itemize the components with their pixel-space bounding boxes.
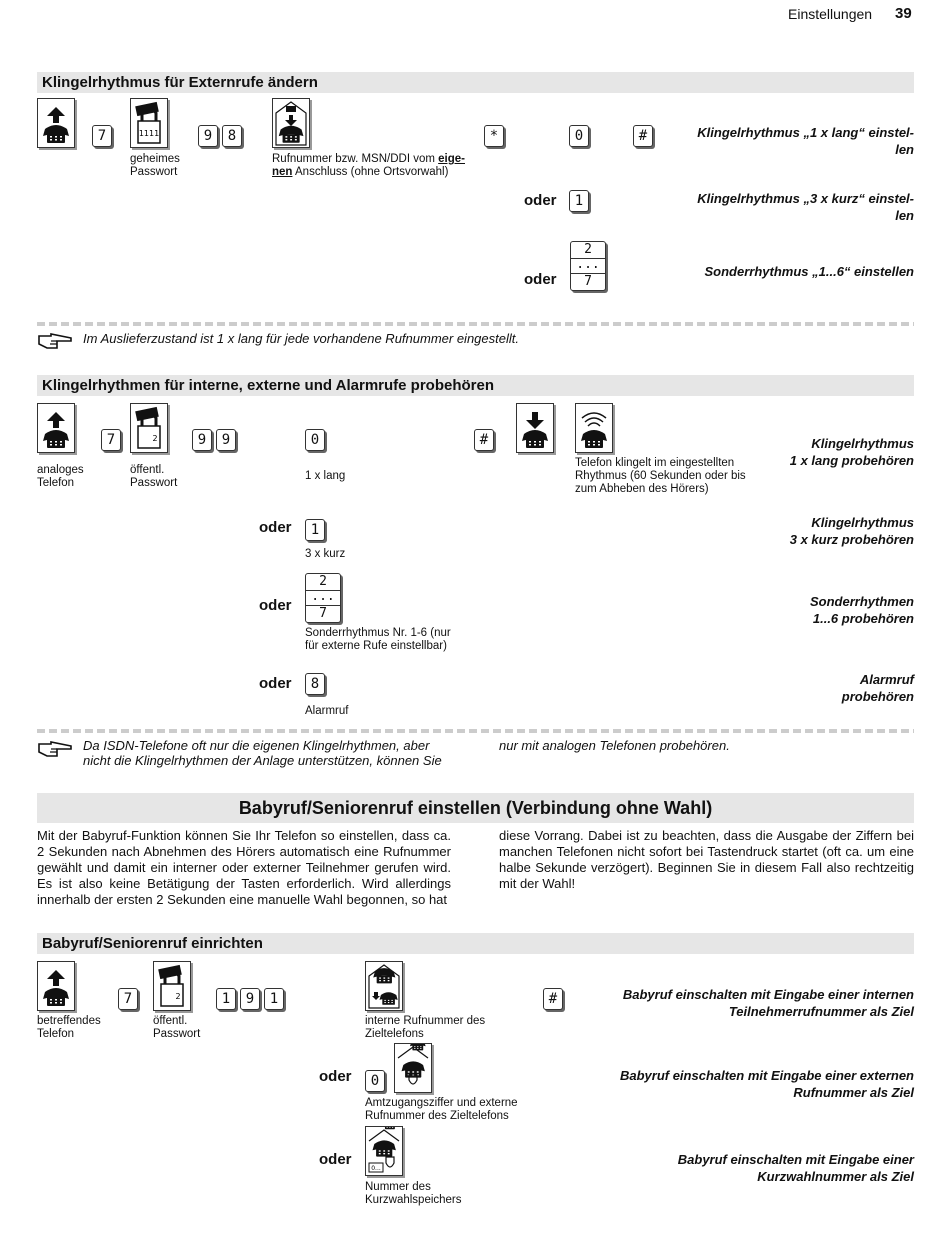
result-listen-alarm: Alarmruf probehören [841, 672, 914, 704]
label-public-password: öffentl. Passwort [130, 464, 178, 489]
oder-label: oder [319, 1068, 352, 1085]
lift-handset-icon [37, 98, 75, 148]
oder-label: oder [524, 271, 557, 288]
label-speed-dial: Nummer des Kurzwahlspeichers [365, 1181, 462, 1206]
key-0: 0 [569, 125, 589, 147]
lift-handset-icon [37, 961, 75, 1011]
chapter-heading: Babyruf/Seniorenruf einstellen (Verbindung ohne Wahl) [37, 793, 914, 823]
label-phone: betreffendes Telefon [37, 1015, 101, 1040]
ringing-phone-icon [575, 403, 613, 453]
key-1: 1 [569, 190, 589, 212]
key-star: * [484, 125, 504, 147]
external-number-icon [394, 1043, 432, 1093]
key-1: 1 [305, 519, 325, 541]
label-special: Sonderrhythmus Nr. 1-6 (nur für externe Rufe einstellbar) [305, 627, 451, 652]
key-7: 7 [118, 988, 138, 1010]
own-number-house-icon [272, 98, 310, 148]
key-1: 1 [216, 988, 236, 1010]
key-9: 9 [198, 125, 218, 147]
label-password: geheimes Passwort [130, 153, 180, 178]
key-7: 7 [92, 125, 112, 147]
label-analog-phone: analoges Telefon [37, 464, 84, 489]
oder-label: oder [259, 597, 292, 614]
password-lock-icon [153, 961, 191, 1011]
key-8: 8 [222, 125, 242, 147]
body-paragraph-left: Mit der Babyruf-Funktion können Sie Ihr Telefon so einstellen, dass ca. 2 Sekunden nach Abnehmen des Hörers automatisch eine Rufnummer gewählt und damit ein interner oder externer Teilnehmer gerufen wird. Es ist also keine Betätigung der Tasten erforderlich. Wird allerdings innerhalb der ersten 2 Sekunden eine manuelle Wahl begonnen, so hat [37, 828, 451, 907]
label-internal-number: interne Rufnummer des Zieltelefons [365, 1015, 486, 1040]
oder-label: oder [524, 192, 557, 209]
result-listen-short: Klingelrhythmus 3 x kurz probehören [789, 515, 914, 547]
key-hash: # [474, 429, 494, 451]
pointing-hand-icon [37, 332, 73, 350]
oder-label: oder [319, 1151, 352, 1168]
result-speeddial-target: Babyruf einschalten mit Eingabe einer Kurzwahlnummer als Ziel [677, 1152, 914, 1184]
hang-up-icon [516, 403, 554, 453]
section-title: Einstellungen [788, 6, 873, 22]
result-long-ring: Klingelrhythmus „1 x lang“ einstel- len [697, 125, 914, 157]
lift-handset-icon [37, 403, 75, 453]
speed-dial-code-text: 0... [371, 1165, 381, 1172]
section-heading: Babyruf/Seniorenruf einrichten [37, 933, 914, 954]
password-lock-icon [130, 98, 168, 148]
result-internal-target: Babyruf einschalten mit Eingabe einer internen Teilnehmerrufnummer als Ziel [622, 987, 914, 1019]
section-heading: Klingelrhythmen für interne, externe und Alarmrufe probehören [37, 375, 914, 396]
note-text-continued: nur mit analogen Telefonen probehören. [499, 738, 730, 753]
key-7: 7 [101, 429, 121, 451]
lock-code-text: 2 [175, 992, 181, 1001]
key-hash: # [633, 125, 653, 147]
key-8: 8 [305, 673, 325, 695]
label-short: 3 x kurz [305, 548, 346, 560]
key-hash: # [543, 988, 563, 1010]
key-range-2-7: 2 ... 7 [570, 241, 606, 291]
label-external-number: Amtzugangsziffer und externe Rufnummer des Zieltelefons [365, 1097, 518, 1122]
note-text: Da ISDN-Telefone oft nur die eigenen Klingelrhythmen, aber nicht die Klingelrhythmen der Anlage unterstützen, können Sie [83, 738, 442, 768]
speed-dial-icon [365, 1126, 403, 1176]
separator [37, 322, 914, 326]
label-own-number: Rufnummer bzw. MSN/DDI vom eige- nen Anschluss (ohne Ortsvorwahl) [272, 153, 465, 178]
label-public-password: öffentl. Passwort [153, 1015, 201, 1040]
section-heading: Klingelrhythmus für Externrufe ändern [37, 72, 914, 93]
result-external-target: Babyruf einschalten mit Eingabe einer externen Rufnummer als Ziel [619, 1068, 914, 1100]
key-9: 9 [240, 988, 260, 1010]
key-0: 0 [365, 1070, 385, 1092]
key-range-2-7: 2 ... 7 [305, 573, 341, 623]
page-number: 39 [895, 5, 912, 22]
label-phone-rings: Telefon klingelt im eingestellten Rhythmus (60 Sekunden oder bis zum Abheben des Hörers) [575, 457, 746, 495]
lock-code-text: 1111 [138, 129, 160, 138]
oder-label: oder [259, 519, 292, 536]
key-0: 0 [305, 429, 325, 451]
result-short-ring: Klingelrhythmus „3 x kurz“ einstel- len [697, 191, 914, 223]
result-special-ring: Sonderrhythmus „1...6“ einstellen [704, 264, 914, 279]
separator [37, 729, 914, 733]
label-long: 1 x lang [305, 470, 346, 482]
oder-label: oder [259, 675, 292, 692]
body-paragraph-right: diese Vorrang. Dabei ist zu beachten, dass die Ausgabe der Ziffern bei manchen Telefonen nicht sofort bei Tastendruck startet (oft ca. um eine halbe Sekunde verzögert). Beginnen Sie in diesem Fall also rechtzeitig mit der Wahl! [499, 828, 914, 891]
label-alarm: Alarmruf [305, 705, 349, 717]
lock-code-text: 2 [152, 434, 158, 443]
pointing-hand-icon [37, 740, 73, 758]
key-9: 9 [216, 429, 236, 451]
result-listen-special: Sonderrhythmen 1...6 probehören [809, 594, 914, 626]
internal-number-house-icon [365, 961, 403, 1011]
result-listen-long: Klingelrhythmus 1 x lang probehören [789, 436, 914, 468]
key-1: 1 [264, 988, 284, 1010]
password-lock-icon [130, 403, 168, 453]
note-text: Im Auslieferzustand ist 1 x lang für jede vorhandene Rufnummer eingestellt. [83, 331, 519, 346]
key-9: 9 [192, 429, 212, 451]
